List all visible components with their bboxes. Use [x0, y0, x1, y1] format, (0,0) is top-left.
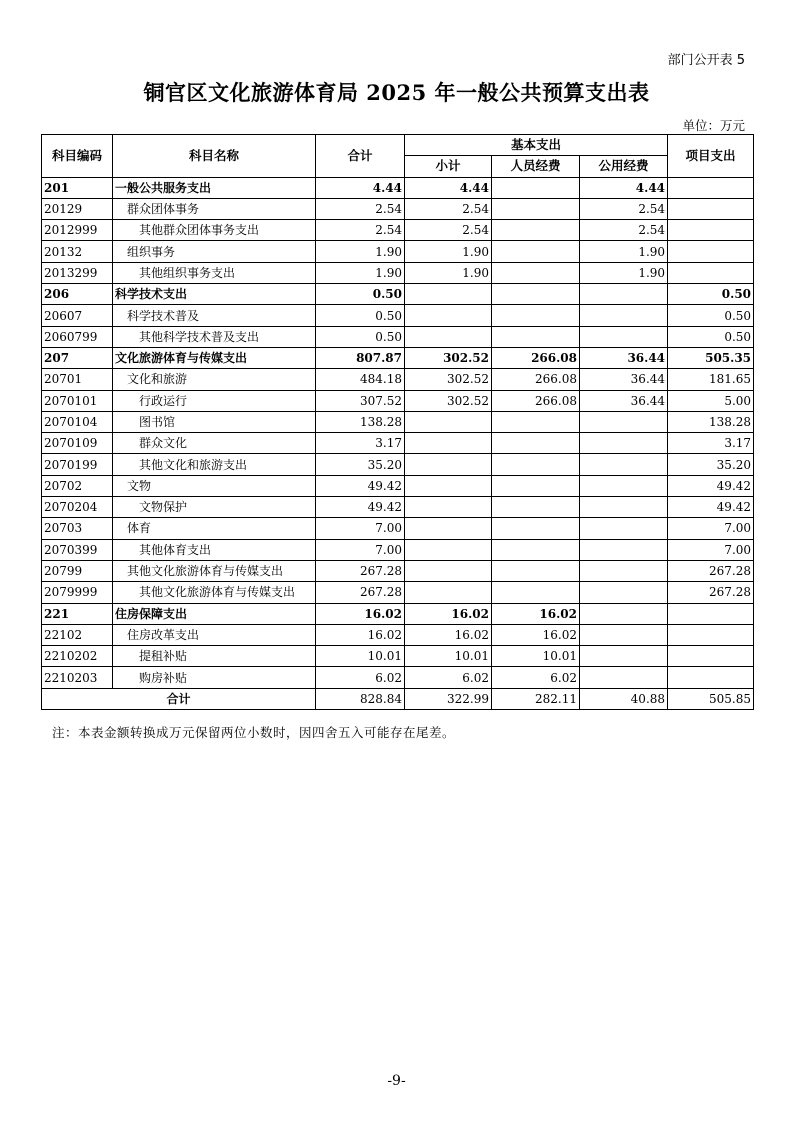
row-subtotal	[405, 475, 492, 496]
row-name: 文物	[113, 475, 316, 496]
row-subtotal: 302.52	[405, 369, 492, 390]
total-total: 828.84	[316, 688, 405, 709]
row-code: 20701	[42, 369, 113, 390]
row-public	[580, 603, 668, 624]
row-subtotal: 6.02	[405, 667, 492, 688]
row-subtotal: 10.01	[405, 646, 492, 667]
table-row	[42, 433, 754, 454]
row-project	[668, 198, 754, 219]
row-subtotal	[405, 411, 492, 432]
table-row	[42, 560, 754, 581]
total-label: 合计	[42, 688, 316, 709]
row-public	[580, 411, 668, 432]
row-subtotal: 302.52	[405, 347, 492, 368]
row-name: 其他群众团体事务支出	[113, 220, 316, 241]
row-subtotal: 4.44	[405, 177, 492, 198]
row-code: 2060799	[42, 326, 113, 347]
row-project	[668, 241, 754, 262]
table-row	[42, 347, 754, 368]
row-name: 体育	[113, 518, 316, 539]
table-row	[42, 177, 754, 198]
row-name: 其他文化和旅游支出	[113, 454, 316, 475]
row-public: 36.44	[580, 390, 668, 411]
row-total: 6.02	[316, 667, 405, 688]
page-title: 铜官区文化旅游体育局 2025 年一般公共预算支出表	[143, 80, 650, 105]
header-row-1	[42, 135, 754, 156]
row-public	[580, 646, 668, 667]
row-total: 1.90	[316, 241, 405, 262]
header-basic: 基本支出	[405, 135, 668, 156]
row-total: 10.01	[316, 646, 405, 667]
row-project: 181.65	[668, 369, 754, 390]
row-code: 221	[42, 603, 113, 624]
table-row	[42, 646, 754, 667]
table-row	[42, 220, 754, 241]
row-total: 16.02	[316, 624, 405, 645]
row-total: 307.52	[316, 390, 405, 411]
row-personnel: 266.08	[492, 390, 580, 411]
table-row	[42, 518, 754, 539]
row-subtotal	[405, 284, 492, 305]
table-row	[42, 603, 754, 624]
footnote: 注：本表金额转换成万元保留两位小数时，因四舍五入可能存在尾差。	[52, 725, 456, 740]
row-total: 7.00	[316, 518, 405, 539]
row-subtotal	[405, 539, 492, 560]
row-project: 138.28	[668, 411, 754, 432]
row-total: 0.50	[316, 326, 405, 347]
row-total: 35.20	[316, 454, 405, 475]
row-subtotal	[405, 560, 492, 581]
row-code: 201	[42, 177, 113, 198]
row-subtotal	[405, 582, 492, 603]
row-project: 3.17	[668, 433, 754, 454]
row-public	[580, 582, 668, 603]
row-personnel	[492, 305, 580, 326]
row-name: 其他组织事务支出	[113, 262, 316, 283]
row-name: 其他文化旅游体育与传媒支出	[113, 582, 316, 603]
row-subtotal: 2.54	[405, 198, 492, 219]
header-total: 合计	[316, 135, 405, 178]
row-public: 4.44	[580, 177, 668, 198]
row-name: 其他科学技术普及支出	[113, 326, 316, 347]
row-project: 0.50	[668, 305, 754, 326]
row-code: 20607	[42, 305, 113, 326]
row-public: 2.54	[580, 220, 668, 241]
row-total: 807.87	[316, 347, 405, 368]
row-code: 22102	[42, 624, 113, 645]
row-code: 20702	[42, 475, 113, 496]
row-name: 住房保障支出	[113, 603, 316, 624]
table-row	[42, 326, 754, 347]
row-name: 组织事务	[113, 241, 316, 262]
header-public: 公用经费	[580, 156, 668, 177]
row-public	[580, 326, 668, 347]
row-name: 文物保护	[113, 497, 316, 518]
row-name: 图书馆	[113, 411, 316, 432]
row-project	[668, 667, 754, 688]
table-row	[42, 667, 754, 688]
row-total: 4.44	[316, 177, 405, 198]
row-public	[580, 433, 668, 454]
row-total: 0.50	[316, 305, 405, 326]
row-code: 2070199	[42, 454, 113, 475]
row-total: 2.54	[316, 198, 405, 219]
table-row	[42, 198, 754, 219]
row-subtotal	[405, 433, 492, 454]
row-name: 其他文化旅游体育与传媒支出	[113, 560, 316, 581]
table-row	[42, 241, 754, 262]
table-row	[42, 411, 754, 432]
row-name: 科学技术普及	[113, 305, 316, 326]
row-project: 35.20	[668, 454, 754, 475]
total-public: 40.88	[580, 688, 668, 709]
row-subtotal: 16.02	[405, 624, 492, 645]
row-public	[580, 497, 668, 518]
row-subtotal	[405, 497, 492, 518]
row-code: 2210203	[42, 667, 113, 688]
row-project	[668, 603, 754, 624]
row-personnel	[492, 326, 580, 347]
row-project: 267.28	[668, 582, 754, 603]
row-code: 2012999	[42, 220, 113, 241]
row-total: 49.42	[316, 475, 405, 496]
row-total: 267.28	[316, 582, 405, 603]
row-subtotal	[405, 305, 492, 326]
row-project: 7.00	[668, 539, 754, 560]
row-project: 49.42	[668, 497, 754, 518]
table-row	[42, 475, 754, 496]
row-name: 一般公共服务支出	[113, 177, 316, 198]
header-code: 科目编码	[42, 135, 113, 178]
row-personnel	[492, 198, 580, 219]
row-subtotal: 1.90	[405, 241, 492, 262]
row-public	[580, 454, 668, 475]
row-code: 20799	[42, 560, 113, 581]
row-personnel	[492, 177, 580, 198]
row-personnel	[492, 582, 580, 603]
row-total: 138.28	[316, 411, 405, 432]
row-code: 2210202	[42, 646, 113, 667]
row-public: 1.90	[580, 262, 668, 283]
row-personnel	[492, 475, 580, 496]
row-public: 1.90	[580, 241, 668, 262]
total-project: 505.85	[668, 688, 754, 709]
header-name: 科目名称	[113, 135, 316, 178]
table-row	[42, 284, 754, 305]
row-total: 3.17	[316, 433, 405, 454]
budget-table	[41, 134, 754, 710]
row-total: 0.50	[316, 284, 405, 305]
row-name: 文化旅游体育与传媒支出	[113, 347, 316, 368]
row-name: 行政运行	[113, 390, 316, 411]
row-total: 49.42	[316, 497, 405, 518]
table-row	[42, 624, 754, 645]
row-personnel	[492, 411, 580, 432]
row-personnel: 10.01	[492, 646, 580, 667]
row-name: 群众文化	[113, 433, 316, 454]
row-project	[668, 624, 754, 645]
row-subtotal	[405, 326, 492, 347]
row-personnel	[492, 433, 580, 454]
row-name: 提租补贴	[113, 646, 316, 667]
row-code: 206	[42, 284, 113, 305]
row-name: 科学技术支出	[113, 284, 316, 305]
row-project	[668, 262, 754, 283]
row-code: 2070109	[42, 433, 113, 454]
row-public	[580, 624, 668, 645]
row-total: 2.54	[316, 220, 405, 241]
row-project: 0.50	[668, 326, 754, 347]
row-personnel: 6.02	[492, 667, 580, 688]
row-code: 2070399	[42, 539, 113, 560]
row-project: 5.00	[668, 390, 754, 411]
row-personnel	[492, 518, 580, 539]
table-row	[42, 390, 754, 411]
row-personnel: 16.02	[492, 603, 580, 624]
header-project: 项目支出	[668, 135, 754, 178]
row-personnel	[492, 539, 580, 560]
table-row	[42, 305, 754, 326]
row-total: 484.18	[316, 369, 405, 390]
total-personnel: 282.11	[492, 688, 580, 709]
row-project: 7.00	[668, 518, 754, 539]
row-code: 2079999	[42, 582, 113, 603]
row-code: 20132	[42, 241, 113, 262]
row-name: 文化和旅游	[113, 369, 316, 390]
unit-label: 单位：万元	[682, 118, 745, 133]
row-project: 505.35	[668, 347, 754, 368]
row-personnel: 266.08	[492, 369, 580, 390]
table-row	[42, 539, 754, 560]
header-personnel: 人员经费	[492, 156, 580, 177]
row-project: 0.50	[668, 284, 754, 305]
row-subtotal	[405, 454, 492, 475]
row-project: 267.28	[668, 560, 754, 581]
row-code: 2070104	[42, 411, 113, 432]
row-public	[580, 305, 668, 326]
row-code: 20703	[42, 518, 113, 539]
page-number: -9-	[387, 1073, 406, 1089]
row-name: 住房改革支出	[113, 624, 316, 645]
row-subtotal: 302.52	[405, 390, 492, 411]
row-total: 16.02	[316, 603, 405, 624]
row-total: 7.00	[316, 539, 405, 560]
row-project	[668, 646, 754, 667]
row-subtotal: 16.02	[405, 603, 492, 624]
row-personnel	[492, 220, 580, 241]
row-subtotal: 2.54	[405, 220, 492, 241]
row-project: 49.42	[668, 475, 754, 496]
row-personnel	[492, 560, 580, 581]
table-row	[42, 369, 754, 390]
row-code: 207	[42, 347, 113, 368]
row-name: 其他体育支出	[113, 539, 316, 560]
row-name: 群众团体事务	[113, 198, 316, 219]
row-project	[668, 177, 754, 198]
row-public	[580, 560, 668, 581]
row-total: 267.28	[316, 560, 405, 581]
total-subtotal: 322.99	[405, 688, 492, 709]
row-public: 36.44	[580, 347, 668, 368]
row-personnel	[492, 241, 580, 262]
table-body	[42, 177, 754, 688]
row-subtotal	[405, 518, 492, 539]
table-row	[42, 454, 754, 475]
row-code: 20129	[42, 198, 113, 219]
row-project	[668, 220, 754, 241]
row-personnel	[492, 284, 580, 305]
row-personnel	[492, 497, 580, 518]
row-public	[580, 475, 668, 496]
table-row	[42, 262, 754, 283]
row-personnel	[492, 262, 580, 283]
row-code: 2070101	[42, 390, 113, 411]
row-code: 2070204	[42, 497, 113, 518]
row-code: 2013299	[42, 262, 113, 283]
table-row	[42, 582, 754, 603]
row-public	[580, 539, 668, 560]
row-public	[580, 284, 668, 305]
row-subtotal: 1.90	[405, 262, 492, 283]
page-tag: 部门公开表 5	[667, 53, 745, 68]
row-personnel: 266.08	[492, 347, 580, 368]
table-row	[42, 497, 754, 518]
row-personnel: 16.02	[492, 624, 580, 645]
row-personnel	[492, 454, 580, 475]
row-public: 2.54	[580, 198, 668, 219]
header-subtotal: 小计	[405, 156, 492, 177]
row-name: 购房补贴	[113, 667, 316, 688]
total-row	[42, 688, 754, 709]
row-total: 1.90	[316, 262, 405, 283]
row-public	[580, 518, 668, 539]
row-public	[580, 667, 668, 688]
row-public: 36.44	[580, 369, 668, 390]
